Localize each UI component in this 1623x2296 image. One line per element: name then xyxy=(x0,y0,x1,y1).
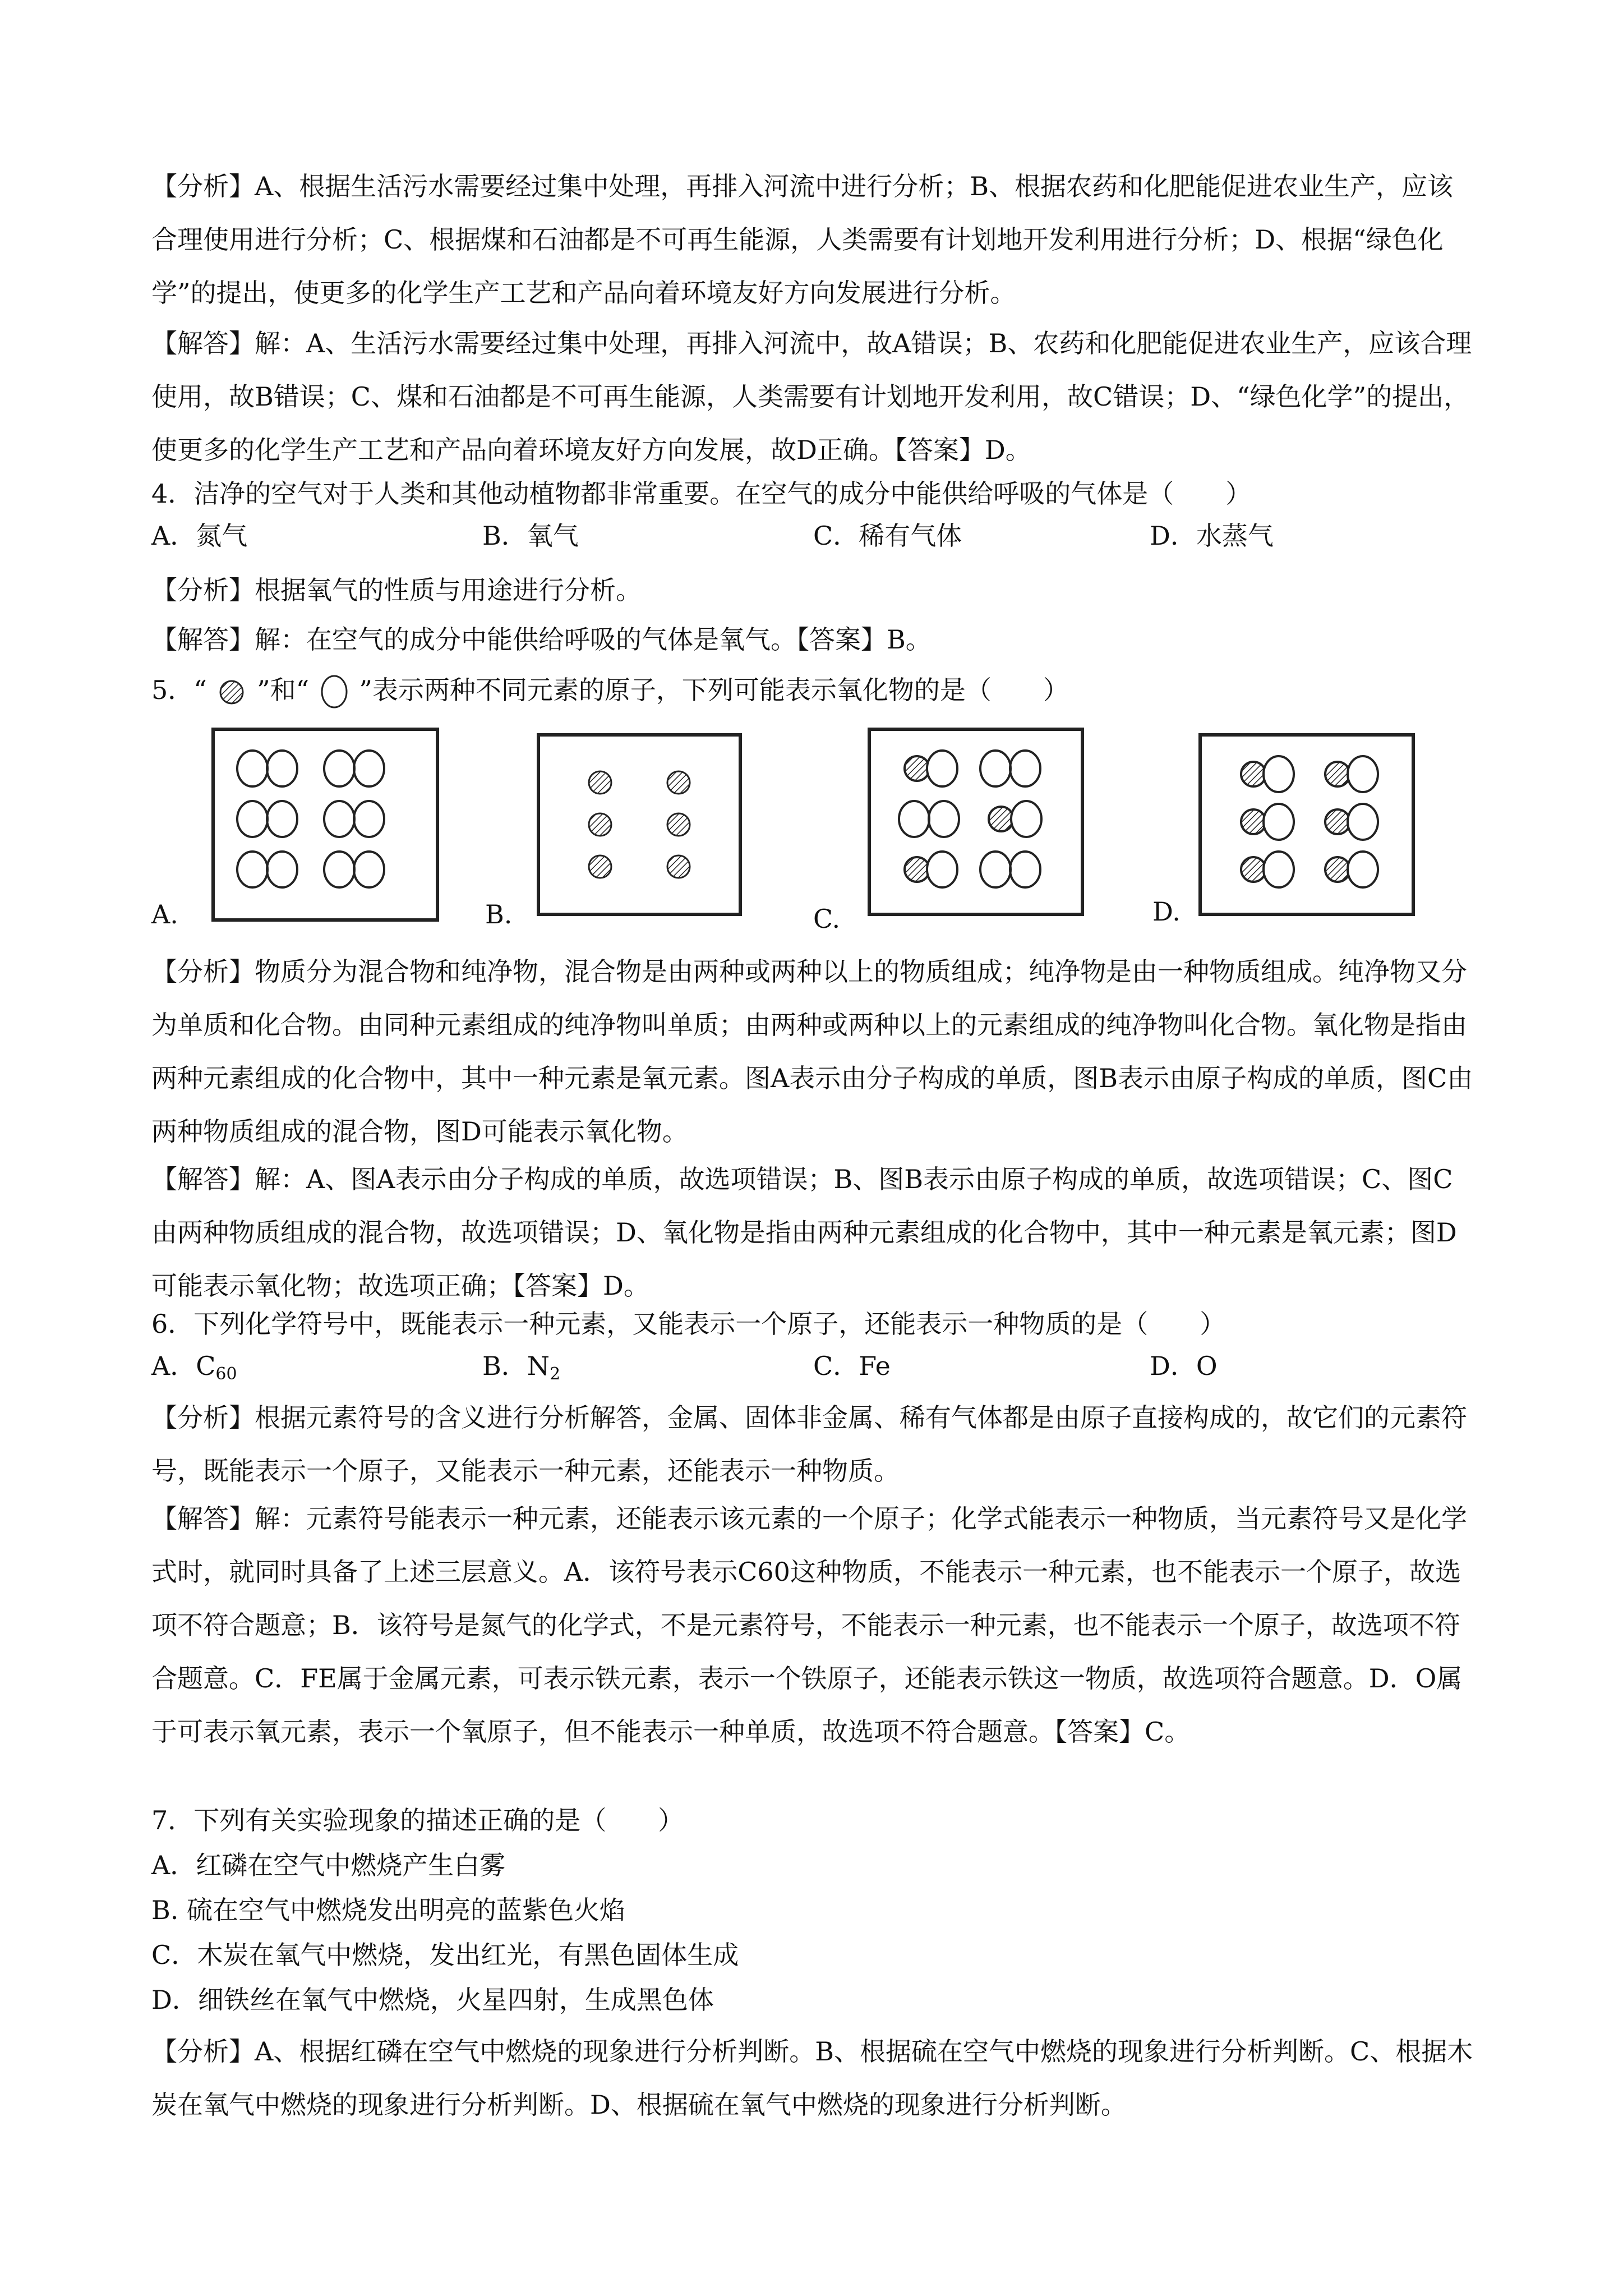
q6-option-c: C．Fe xyxy=(813,1351,891,1381)
q5-answer: 【解答】解：A、图A表示由分子构成的单质，故选项错误；B、图B表示由原子构成的单质，故选项错误；C、图C由两种物质组成的混合物，故选项错误；D、氧化物是指由两种元素组成的化合物中，其中一种元素是氧元素；图D可能表示氧化物；故选项正确；【答案】D。 xyxy=(151,1164,1457,1301)
q5-stem xyxy=(151,668,1069,712)
q5-label-d: D. xyxy=(1152,896,1181,927)
q5-diagrams xyxy=(151,712,1441,937)
q6-option-d: D．O xyxy=(1150,1351,1218,1381)
q5-analysis: 【分析】物质分为混合物和纯净物，混合物是由两种或两种以上的物质组成；纯净物是由一种物质组成。纯净物又分为单质和化合物。由同种元素组成的纯净物叫单质；由两种或两种以上的元素组成的纯净物叫化合物。氧化物是指由两种元素组成的化合物中，其中一种元素是氧元素。图A表示由分子构成的单质，图B表示由原子构成的单质，图C由两种物质组成的混合物，图D可能表示氧化物。 xyxy=(151,956,1473,1147)
q6-option-a-text: A．C xyxy=(151,1351,216,1381)
q6-option-a-sub: 60 xyxy=(215,1364,237,1384)
q3-answer: 【解答】解：A、生活污水需要经过集中处理，再排入河流中，故A错误；B、农药和化肥能促进农业生产，应该合理使用，故B错误；C、煤和石油都是不可再生能源，人类需要有计划地开发利用，故C错误；D、“绿色化学”的提出，使更多的化学生产工艺和产品向着环境友好方向发展，故D正确。【答案】D。 xyxy=(151,328,1472,465)
empty-atom-icon xyxy=(317,673,351,712)
q6-option-b xyxy=(482,1349,560,1391)
q4-stem: 4．洁净的空气对于人类和其他动植物都非常重要。在空气的成分中能供给呼吸的气体是（ ） xyxy=(151,478,1252,509)
q7-option-a: A．红磷在空气中燃烧产生白雾 xyxy=(151,1850,506,1880)
q4-option-a: A．氮气 xyxy=(151,521,248,551)
q7-option-d: D．细铁丝在氧气中燃烧，火星四射，生成黑色体 xyxy=(151,1985,714,2015)
q3-analysis: 【分析】A、根据生活污水需要经过集中处理，再排入河流中进行分析；B、根据农药和化肥能促进农业生产，应该合理使用进行分析；C、根据煤和石油都是不可再生能源，人类需要有计划地开发利用进行分析；D、根据“绿色化学”的提出，使更多的化学生产工艺和产品向着环境友好方向发展进行分析。 xyxy=(151,171,1454,308)
q4-analysis: 【分析】根据氧气的性质与用途进行分析。 xyxy=(151,575,642,605)
q5-stem-number: 5． xyxy=(151,675,194,705)
q5-stem-rest: ”表示两种不同元素的原子，下列可能表示氧化物的是（ ） xyxy=(359,675,1069,705)
q7-stem: 7．下列有关实验现象的描述正确的是（ ） xyxy=(151,1805,684,1835)
q6-analysis: 【分析】根据元素符号的含义进行分析解答，金属、固体非金属、稀有气体都是由原子直接构成的，故它们的元素符号，既能表示一个原子，又能表示一种元素，还能表示一种物质。 xyxy=(151,1402,1467,1486)
diagram-c xyxy=(869,729,1082,914)
hatched-atom-icon xyxy=(215,675,248,709)
diagram-a xyxy=(213,729,437,920)
q4-option-b: B．氧气 xyxy=(482,521,579,551)
q5-label-b: B. xyxy=(485,899,513,930)
q6-answer: 【解答】解：元素符号能表示一种元素，还能表示该元素的一个原子；化学式能表示一种物质，当元素符号又是化学式时，就同时具备了上述三层意义。A．该符号表示C60这种物质，不能表示一种元素，也不能表示一个原子，故选项不符合题意；B．该符号是氮气的化学式，不是元素符号，不能表示一种元素，也不能表示一个原子，故选项不符合题意。C．FE属于金属元素，可表示铁元素，表示一个铁原子，还能表示铁这一物质，故选项符合题意。D．O属于可表示氧元素，表示一个氧原子，但不能表示一种单质，故选项不符合题意。【答案】C。 xyxy=(151,1503,1467,1747)
q6-stem: 6．下列化学符号中，既能表示一种元素，又能表示一个原子，还能表示一种物质的是（ ） xyxy=(151,1309,1226,1339)
q7-analysis: 【分析】A、根据红磷在空气中燃烧的现象进行分析判断。B、根据硫在空气中燃烧的现象进行分析判断。C、根据木炭在氧气中燃烧的现象进行分析判断。D、根据硫在氧气中燃烧的现象进行分析判断。 xyxy=(151,2036,1473,2120)
q6-option-a xyxy=(151,1349,237,1391)
q4-option-c: C．稀有气体 xyxy=(813,521,962,551)
q7-option-b: B. 硫在空气中燃烧发出明亮的蓝紫色火焰 xyxy=(151,1895,626,1925)
q5-label-c: C. xyxy=(813,904,841,934)
diagram-b xyxy=(538,735,740,914)
q5-stem-and: ”和“ xyxy=(257,675,310,705)
q5-label-a: A. xyxy=(151,899,178,930)
diagram-d xyxy=(1200,735,1413,914)
q7-option-c: C．木炭在氧气中燃烧，发出红光，有黑色固体生成 xyxy=(151,1940,739,1970)
q4-option-d: D．水蒸气 xyxy=(1150,521,1274,551)
q6-option-b-text: B．N xyxy=(482,1351,550,1381)
q5-stem-quote-open: “ xyxy=(193,675,207,705)
q4-answer: 【解答】解：在空气的成分中能供给呼吸的气体是氧气。【答案】B。 xyxy=(151,624,932,655)
q6-option-b-sub: 2 xyxy=(550,1364,561,1384)
